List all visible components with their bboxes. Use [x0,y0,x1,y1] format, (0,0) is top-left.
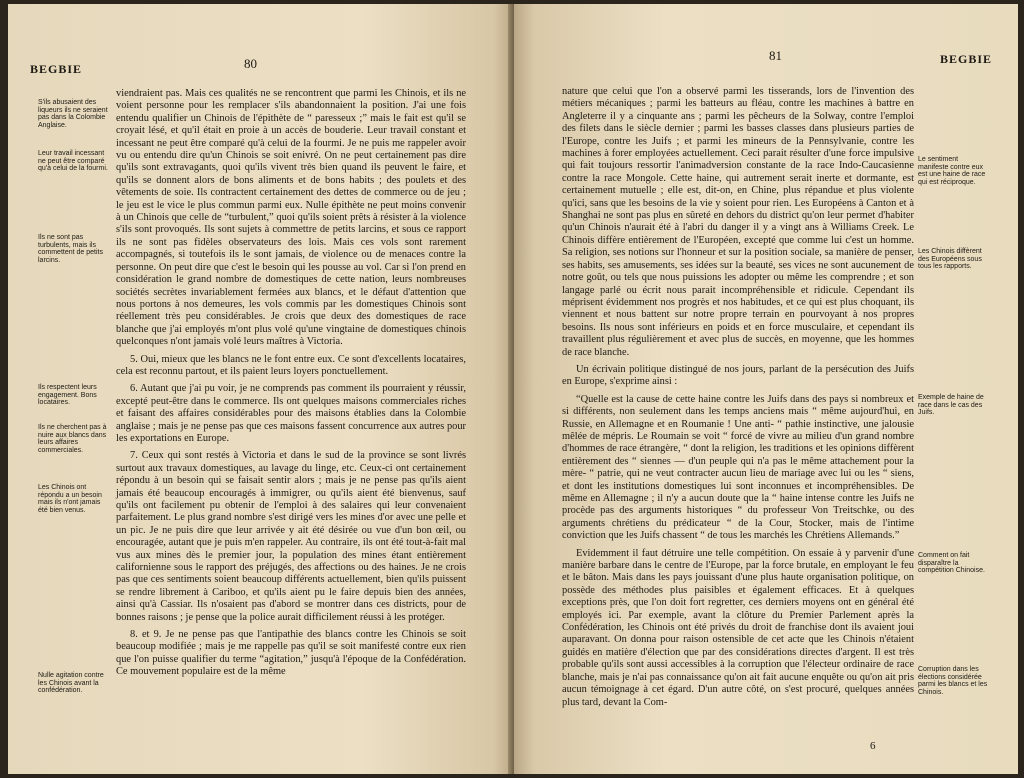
paragraph: 5. Oui, mieux que les blancs ne le font entre eux. Ce sont d'excellents locataires, cela est reconnu partout, et ils paient leurs loyers ponctuellement. [116,353,466,377]
paragraph: 7. Ceux qui sont restés à Victoria et dans le sud de la province se sont livrés surtout aux travaux domestiques, au lavage du linge, etc. Ceux-ci ont certainement répondu à un besoin qui se faisait sentir alors ; mais je ne pense pas qu'ils aient jamais été beaucoup encouragés à immigrer, ou qu'ils aient été bienvenus, sauf qu'ils ont facilement pu obtenir de l'emploi à des salaires qui leur convenaient parfaitement. Le plus grand nombre s'est dirigé vers les mines d'or avec une pelle et un pic. Je ne puis dire que leur arrivée y ait été désirée ou vue d'un bon œil, ou encouragée, autant que je puis m'en rappeler. Au contraire, ils ont été tout-à-fait mal vus aux mines dès le premier jour, la population des mines étant entièrement californienne sous le rapport des préjugés, des affections ou des haines. Je ne crois pas que ces sentiments soient beaucoup différents actuellement, bien qu'ils puissent se rendre librement à Cariboo, et qu'ils aient pu le faire depuis bien des années, ainsi qu'à Cassiar. Ils n'osaient pas d'abord se montrer dans ces districts, pour de bonnes raisons ; je pense que la police aurait difficilement réussi à les protéger. [116,450,466,623]
margin-note: Les Chinois ont répondu a un besoin mais ils n'ont jamais été bien venus. [38,484,102,514]
open-book [8,4,1018,774]
margin-note: Ils respectent leurs engagement. Bons locataires. [38,384,97,407]
margin-note: Ils ne cherchent pas à nuire aux blancs dans leurs affaires commerciales. [38,424,107,454]
paragraph: Evidemment il faut détruire une telle compétition. On essaie à y parvenir d'une manière barbare dans le centre de l'Europe, par la force brutale, en employant le feu et le bâton. Mais dans les pays jouissant d'une plus haute organisation politique, on possède des méthodes plus paisibles et également efficaces. Et à quelques exceptions près, que l'on doit fort regretter, ces derniers moyens ont en général été employés ici. Par exemple, avant la clôture du Premier Parlement après la Confédération, les Chinois ont été privés du droit de franchise dont ils avaient joui auparavant. On donna pour raison ostensible de cet acte que les Chinois n'étaient guidés en matière d'élection que par des considérations directes d'argent. Il est très probable qu'ils sont aussi accessibles à la corruption que l'électeur ordinaire de race blanche, mais je n'ai pas connaissance qu'on ait fait aucune enquête ou qu'on ait pris aucun témoignage à cet égard. D'un autre côté, on s'est procuré, quelques années plus tard, devant la Com- [562,547,914,708]
page-number: 81 [769,48,782,63]
running-head: BEGBIE [940,52,993,66]
left-body-text [116,88,466,684]
margin-note: Comment on fait disparaître la compétition Chinoise. [918,552,985,575]
margin-note: Exemple de haine de race dans le cas des Juifs. [918,394,984,417]
margin-note: Nulle agitation contre les Chinois avant la confédération. [38,672,104,695]
margin-note: Leur travail incessant ne peut être comparé qu'à celui de la fourmi. [38,150,108,173]
margin-note: Corruption dans les élections considérée parmi les blancs et les Chinois. [918,666,988,696]
paragraph: Un écrivain politique distingué de nos jours, parlant de la persécution des Juifs en Europe, s'exprime ainsi : [562,363,914,388]
paragraph: viendraient pas. Mais ces qualités ne se rencontrent que parmi les Chinois, et ils ne voient personne pour les remplacer s'ils abandonnaient la position. J'ai une fois entendu qualifier un Chinois de l'épithète de “ paresseux ;” mais le fait est qu'il se croyait lésé, et qu'il était en proie à un accès de bouderie. Leur travail constant et incessant ne peut être comparé qu'à celui de la fourmi. Je ne puis me rappeler avoir vu ou entendu dire qu'un Chinois se soit enivré. On ne peut certainement pas dire qu'ils sont extravagants, quoi qu'ils vivent très bien quand ils peuvent le faire, et qu'ils se donnent alors de bons aliments et de bons habits ; des poulets et des vêtements de soie. Ils contractent certainement des dettes de commerce ou de jeu ; le jeu est le vice le plus commun parmi eux. Nulle épithète ne peut moins convenir à un Chinois que celle de “turbulent,” quoi qu'ils soient prêts à résister à la violence s'ils sont provoqués. Ils sont sujets à commettre de petits larcins, et sous ce rapport ils ne sont pas fidèles observateurs des lois. Mais ces vols sont rarement accompagnés, si toutefois ils le sont jamais, de violence ou de menaces contre la personne. On peut dire que c'est le besoin qui les pousse au vol. Car si l'on prend en considération le grand nombre de domestiques de cette nation, leurs nombreuses sociétés secrètes invariablement fermées aux blancs, et le défaut d'attention que nous portons à nos demeures, les vols commis par les domestiques Chinois sont réellement très peu considérables. Je crois que deux des domestiques de race blanche que j'ai employés m'ont plus volé qu'une vingtaine de domestiques chinois quelconques n'ont jamais volé leurs maîtres à Victoria. [116,88,466,348]
paragraph: 8. et 9. Je ne pense pas que l'antipathie des blancs contre les Chinois se soit beaucoup modifiée ; mais je me rappelle pas qu'il se soit manifesté contre eux rien que l'on puisse qualifier du terme “agitation,” jusqu'à l'époque de la Confédération. Ce mouvement populaire est de la même [116,629,466,678]
right-page [514,4,1018,774]
left-page [8,4,514,774]
margin-note: Les Chinois diffèrent des Européens sous tous les rapports. [918,248,982,271]
page-number: 80 [244,56,257,71]
paragraph: 6. Autant que j'ai pu voir, je ne comprends pas comment ils pourraient y réussir, excepté peut-être dans le commerce. Ils ont quelques maisons commerciales riches et faisant des affaires considérables pour des maisons établies dans la Colombie anglaise ; mais je ne pense pas que ces maisons fassent concurrence aux autres pour les exportations en Europe. [116,383,466,444]
margin-note: Ils ne sont pas turbulents, mais ils commettent de petits larcins. [38,234,103,264]
margin-note: Le sentiment manifeste contre eux est une haine de race qui est réciproque. [918,156,986,186]
signature-mark: 6 [870,740,876,752]
margin-note: S'ils abusaient des liqueurs ils ne seraient pas dans la Colombie Anglaise. [38,99,108,129]
paragraph: nature que celui que l'on a observé parmi les tisserands, lors de l'invention des métiers mécaniques ; parmi les batteurs au fléau, contre les machines à battre en Angleterre il y a cinquante ans ; parmi les pêcheurs de la Solway, contre l'emploi des filets dans le siècle dernier ; parmi les basses classes dans plusieurs parties de l'Europe, contre les Juifs ; et parmi les mineurs de la Pennsylvanie, contre les machines à forer employées actuellement. Ceci parait résulter d'une force impulsive qui fait toujours ressortir l'animadversion constante de la race Indo-Caucasienne contre la race Mongole. Cette haine, qui autrement serait inerte et dormante, est certainement mutuelle ; elle est, dit-on, en Chine, plus répandue et plus violente qu'ici, sans que les besoins de la vie y soient pour rien. Les Européens à Canton et à Shanghai ne sont pas plus en sûreté en dehors du district qu'on leur permet d'habiter qu'un Chinois n'aurait été à l'abri du danger il y a vingt ans à Williams Creek. Le Chinois diffère entièrement de l'Européen, excepté que comme lui c'est un homme. Sa religion, ses notions sur l'honneur et sur la position sociale, sa manière de penser, ses habits, ses amusements, ses idées sur la beauté, ses vices ne sont aucunement de notre goût, ou tels que nous puissions les adopter ou même les comprendre ; et son langage parlé ou écrit nous parait incompréhensible et ridicule. Cependant ils méprisent évidemment nos progrès et nos habitudes, et ce qui est plus choquant, ils viennent et nous battent sur notre propre terrain en pourvoyant à nos propres besoins. Ils nous sont inférieurs en poids et en force musculaire, et cependant ils travaillent plus régulièrement et avec plus de succès, en moyenne, que les hommes de race blanche. [562,86,914,358]
right-body-text [562,86,914,714]
quotation: “Quelle est la cause de cette haine contre les Juifs dans des pays si nombreux et si différents, non seulement dans les temps anciens mais “ même aujourd'hui, en Russie, en Allemagne et en Roumanie ! Une anti- “ pathie instinctive, une jalousie mêlée de mépris. Le Roumain se voit “ forcé de vivre au milieu d'un grand nombre d'hommes de race étrangère, “ dont la religion, les traditions et les opinions diffèrent entièrement des “ siennes — d'un peuple qui n'a pas le même attachement pour la mère- “ patrie, qui ne veut contracter aucun lieu de mariage avec lui ou les “ siens, et dont les institutions domestiques lui sont inconnues et incompréhensibles. De même en Allemagne ; il n'y a aucun doute que la “ haine intense contre les Juifs ne procède pas des arguments historiques “ du professeur Von Treitschke, ou des arguments chrétiens du prédicateur “ de la Cour, Stocker, mais de l'intime conviction que les Juifs chassent “ de tous les marchés les Chrétiens Allemands.” [562,393,914,542]
running-head: BEGBIE [30,62,83,76]
